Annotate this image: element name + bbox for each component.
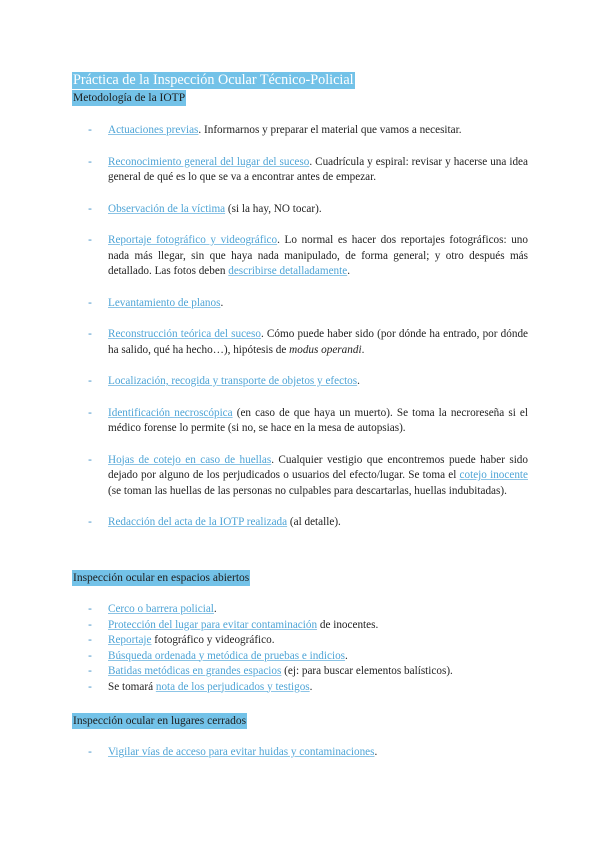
dash-bullet: - (88, 649, 92, 662)
list-item (72, 327, 528, 358)
link[interactable]: Redacción del acta de la IOTP realizada (108, 516, 288, 528)
link[interactable]: Actuaciones previas (108, 124, 199, 136)
item-text: . (374, 746, 378, 758)
dash-bullet: - (88, 375, 92, 387)
link[interactable]: Vigilar vías de acceso para evitar huidas y contaminaciones (108, 746, 375, 758)
item-text: . (345, 649, 348, 662)
dash-bullet: - (88, 406, 92, 419)
dash-bullet: - (88, 202, 92, 215)
dash-bullet: - (88, 155, 92, 168)
list-item (72, 406, 528, 437)
closed-spaces-list (72, 745, 528, 761)
title-block (72, 72, 355, 106)
link[interactable]: Observación de la víctima (108, 202, 226, 215)
dash-bullet: - (88, 124, 92, 136)
list-item (72, 296, 528, 312)
dash-bullet: - (88, 296, 92, 309)
list-item (72, 202, 528, 218)
link[interactable]: Búsqueda ordenada y metódica de pruebas e indicios (108, 649, 346, 662)
list-item (72, 602, 528, 618)
item-text: . Informarnos y preparar el material que vamos a necesitar. (198, 124, 462, 136)
dash-bullet: - (88, 234, 92, 246)
methodology-list (72, 123, 528, 547)
item-text: . (309, 680, 313, 693)
link[interactable]: Batidas metódicas en grandes espacios (108, 665, 282, 677)
dash-bullet: - (88, 665, 92, 677)
item-text: . Cómo puede haber sido (por dónde ha entrado, por dónde ha salido, qué ha hecho…), hipótesis de (108, 328, 529, 356)
list-item (72, 618, 528, 634)
item-text: . Cuadrícula y espiral: revisar y hacerse una idea general de qué es lo que se va a encontrar antes de empezar. (108, 155, 528, 183)
page-title: Práctica de la Inspección Ocular Técnico-Policial (73, 72, 354, 88)
link[interactable]: Identificación necroscópica (108, 406, 233, 419)
link[interactable]: cotejo inocente (459, 469, 528, 481)
list-item (72, 233, 528, 280)
list-item (72, 649, 528, 665)
item-text: (en caso de que haya un muerto). Se toma la necroreseña si el médico forense lo permite (si no, se hace en la mesa de autopsias). (108, 406, 528, 434)
item-text: (ej: para buscar elementos balísticos). (281, 665, 453, 677)
section-heading: Inspección ocular en lugares cerrados (73, 715, 247, 727)
item-text: . Cualquier vestigio que encontremos puede haber sido dejado por alguno de los perjudicados o usuarios del efecto/lugar. Se toma el (108, 453, 528, 481)
link[interactable]: Reportaje (108, 634, 152, 646)
list-item (72, 745, 528, 761)
item-text: . (357, 375, 360, 387)
link[interactable]: Levantamiento de planos (108, 296, 221, 309)
section-heading: Inspección ocular en espacios abiertos (73, 572, 250, 584)
dash-bullet: - (88, 603, 92, 615)
link[interactable]: Reconstrucción teórica del suceso (108, 328, 261, 340)
list-item (72, 123, 528, 139)
item-emphasis: modus operandi (289, 343, 362, 356)
item-text: Se tomará (108, 680, 156, 693)
list-item (72, 374, 528, 390)
page-subtitle: Metodología de la IOTP (73, 91, 186, 104)
dash-bullet: - (88, 328, 92, 340)
list-item (72, 453, 528, 500)
link[interactable]: describirse detalladamente (228, 265, 348, 277)
link[interactable]: Hojas de cotejo en caso de huellas (108, 453, 272, 466)
open-spaces-list (72, 602, 528, 695)
dash-bullet: - (88, 680, 92, 693)
list-item (72, 680, 528, 696)
list-item (72, 515, 528, 531)
link[interactable]: nota de los perjudicados y testigos (155, 680, 310, 693)
link[interactable]: Cerco o barrera policial (108, 603, 214, 615)
link[interactable]: Localización, recogida y transporte de objetos y efectos (108, 375, 358, 387)
item-text: (se toman las huellas de las personas no culpables para descartarlas, huellas indubitadas). (108, 484, 507, 497)
list-item (72, 664, 528, 680)
link[interactable]: Protección del lugar para evitar contaminación (108, 618, 318, 631)
item-text: (al detalle). (287, 516, 341, 528)
list-item (72, 155, 528, 186)
item-text: . (347, 265, 350, 277)
dash-bullet: - (88, 634, 92, 646)
item-text: (si la hay, NO tocar). (225, 202, 322, 215)
item-text: . (361, 343, 365, 356)
list-item (72, 633, 528, 649)
dash-bullet: - (88, 618, 92, 631)
item-text: . (220, 296, 224, 309)
closed-spaces-heading-wrap (72, 713, 247, 730)
link[interactable]: Reportaje fotográfico y videográfico (108, 234, 278, 246)
dash-bullet: - (88, 746, 92, 758)
open-spaces-heading-wrap (72, 570, 250, 587)
item-text: . (213, 603, 217, 615)
dash-bullet: - (88, 516, 92, 528)
item-text: fotográfico y videográfico. (151, 634, 275, 646)
item-text: . Lo normal es hacer dos reportajes fotográficos: uno nada más llegar, sin que haya nada manipulado, de forma general; y otro después más detallado. Las fotos deben (108, 234, 528, 277)
dash-bullet: - (88, 453, 92, 466)
link[interactable]: Reconocimiento general del lugar del suceso (108, 155, 310, 168)
item-text: de inocentes. (317, 618, 379, 631)
